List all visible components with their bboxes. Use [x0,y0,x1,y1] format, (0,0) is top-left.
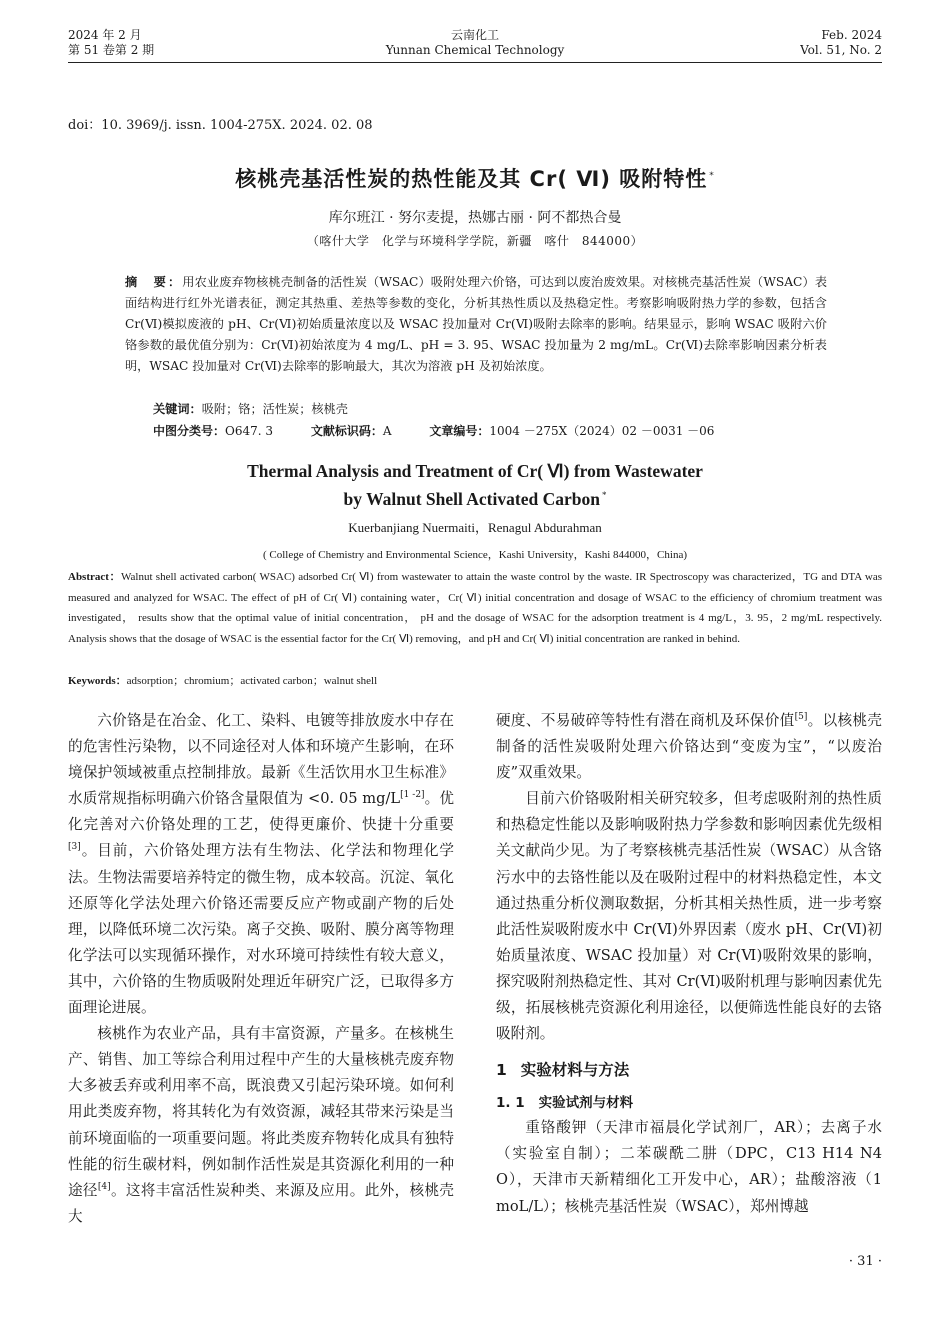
article-number-value: 1004 －275X（2024）02 －0031 －06 [489,424,715,438]
paragraph-text: 核桃作为农业产品，具有丰富资源，产量多。在核桃生产、销售、加工等综合利用过程中产生的大量核桃壳废弃物大多被丢弃或利用率不高，既浪费又引起污染环境。如何利用此类废弃物，将其转化为有效资源，减轻其带来污染是当前环境面临的一项重要问题。将此类废弃物转化成具有独特性能的衍生碳材料，例如制作活性炭是其资源化利用的一种途径 [68,1025,454,1199]
citation-link[interactable]: [4] [97,1181,111,1192]
section-number: 1 [496,1061,507,1080]
journal-name-en: Yunnan Chemical Technology [385,43,565,57]
paragraph-text: 。优化完善对六价铬处理的工艺，使得更廉价、快捷十分重要 [68,790,454,834]
keywords-en [68,672,377,688]
clc-number [153,424,273,438]
title-cn-text: 核桃壳基活性炭的热性能及其 Cr( Ⅵ) 吸附特性 [235,167,708,191]
title-en-line2: by Walnut Shell Activated Carbon [343,488,600,509]
header-volume-cn: 第 51 卷第 2 期 [68,43,155,57]
body-column-left [68,708,454,1230]
section-title: 实验材料与方法 [520,1061,630,1080]
header-date-cn: 2024 年 2 月 [68,28,142,42]
body-paragraph [68,1021,454,1230]
article-number [429,424,714,438]
page-title-cn [0,163,950,193]
citation-link[interactable]: [3] [68,842,81,853]
header-volume-en: Vol. 51, No. 2 [800,43,882,57]
title-cn-footnote-mark[interactable]: * [709,171,715,181]
doi[interactable]: doi：10. 3969/j. issn. 1004-275X. 2024. 02. 08 [68,118,373,133]
authors-en: Kuerbanjiang Nuermaiti，Renagul Abdurahman [348,520,602,535]
title-en-footnote-mark[interactable]: * [601,490,607,500]
subsection-number: 1. 1 [496,1095,525,1112]
abstract-en [68,567,882,649]
body-paragraph [68,708,454,1021]
keywords-en-text: adsorption；chromium；activated carbon；walnut shell [126,675,378,687]
document-code [311,424,392,438]
keywords-cn [153,400,348,417]
classification-line [153,422,748,439]
abstract-en-text: Walnut shell activated carbon( WSAC) adsorbed Cr( Ⅵ) from wastewater to attain the waste control by the waste. IR Spectroscopy was characterized，TG and DTA was measured and analyzed for WSAC. The effect of pH of Cr( Ⅵ) containing water，Cr( Ⅵ) initial concentration and dosage of WSAC to the efficiency of chromium treatment was investigated， results show that the optimal value of initial concentration， pH and the dosage of WSAC for the adsorption treatment is 4 mg/L，3. 95，2 mg/mL respectively. Analysis shows that the dosage of WSAC is the essential factor for the Cr( Ⅵ) removing，and pH and Cr( Ⅵ) initial concentration are ranked in behind. [68,571,882,645]
journal-name-cn: 云南化工 [450,28,499,42]
page-number: · 31 · [848,1254,882,1269]
abstract-cn [125,272,827,377]
abstract-cn-text: 用农业废弃物核桃壳制备的活性炭（WSAC）吸附处理六价铬，可达到以废治废效果。对核桃壳基活性炭（WSAC）表面结构进行红外光谱表征，测定其热重、差热等参数的变化，分析其热性质以及热稳定性。考察影响吸附热力学的参数，包括含 Cr(Ⅵ)模拟废液的 pH、Cr(Ⅵ)初始质量浓度以及 WSAC 投加量对 Cr(Ⅵ)吸附去除率的影响。结果显示，影响 WSAC 吸附六价铬参数的最优值分别为：Cr(Ⅵ)初始浓度为 4 mg/L、pH = 3. 95、WSAC 投加量为 2 mg/mL。Cr(Ⅵ)去除率影响因素分析表明，WSAC 投加量对 Cr(Ⅵ)去除率的影响最大，其次为溶液 pH 及初始浓度。 [125,275,828,373]
body-paragraph [496,708,882,786]
page-title-en [0,459,950,511]
body-paragraph: 重铬酸钾（天津市福晨化学试剂厂，AR）；去离子水（实验室自制）；二苯碳酰二肼（DPC，C13 H14 N4 O），天津市天新精细化工开发中心，AR）；盐酸溶液（1 moL/L）；核桃壳基活性炭（WSAC），郑州博越 [496,1119,882,1215]
citation-link[interactable]: [5] [794,712,808,723]
title-en-line2-wrap [0,483,950,511]
keywords-cn-text: 吸附；铬；活性炭；核桃壳 [201,402,348,416]
paragraph-text: 六价铬是在冶金、化工、染料、电镀等排放废水中存在的危害性污染物，以不同途径对人体和环境产生影响，在环境保护领域被重点控制排放。最新《生活饮用水卫生标准》水质常规指标明确六价铬含量限值为 <0. 05 mg/L [68,712,454,808]
clc-label: 中图分类号： [153,424,226,438]
title-en-line1: Thermal Analysis and Treatment of Cr( Ⅵ) from Wastewater [247,461,703,481]
body-paragraph: 目前六价铬吸附相关研究较多，但考虑吸附剂的热性质和热稳定性能以及影响吸附热力学参数和影响因素优先级相关文献尚少见。为了考察核桃壳基活性炭（WSAC）从含铬污水中的去铬性能以及在吸附过程中的材料热稳定性，本文通过热重分析仪测取数据，分析其相关热性质，进一步考察此活性炭吸附废水中 Cr(Ⅵ)外界因素（废水 pH、Cr(Ⅵ)初始质量浓度、WSAC 投加量）对 Cr(Ⅵ)吸附效果的影响，探究吸附剂热稳定性、其对 Cr(Ⅵ)吸附机理与影响因素优先级，拓展核桃壳资源化利用途径，以便筛选性能良好的去铬吸附剂。 [496,790,882,1043]
header-rule [68,62,882,63]
doc-code-label: 文献标识码： [310,424,383,438]
affiliation-en: ( College of Chemistry and Environmental Science，Kashi University，Kashi 844000，China) [262,549,688,561]
clc-value: O647. 3 [225,424,274,438]
subsection-title: 实验试剂与材料 [538,1095,634,1112]
header-right [800,28,882,58]
keywords-en-label: Keywords： [68,675,127,687]
affiliation-cn: （喀什大学 化学与环境科学学院，新疆 喀什 844000） [306,234,644,248]
paragraph-text: 。目前，六价铬处理方法有生物法、化学法和物理化学法。生物法需要培养特定的微生物，成本较高。沉淀、氧化还原等化学法处理六价铬还需要反应产物或副产物的后处理，以降低环境二次污染。离子交换、吸附、膜分离等物理化学法可以实现循环操作，对水环境可持续性有较大意义，其中，六价铬的生物质吸附处理近年研究广泛，已取得多方面理论进展。 [68,842,454,1017]
subsection-heading [496,1091,882,1115]
body-column-right [496,708,882,1220]
paragraph-text: 。以核桃壳制备的活性炭吸附处理六价铬达到“变废为宝”，“以废治废”双重效果。 [496,712,882,782]
header-date-en: Feb. 2024 [821,28,882,42]
paragraph-text: 硬度、不易破碎等特性有潜在商机及环保价值 [496,712,795,729]
authors-cn: 库尔班江 · 努尔麦提，热娜古丽 · 阿不都热合曼 [328,210,622,226]
keywords-cn-label: 关键词： [153,402,202,416]
paragraph-text: 。这将丰富活性炭种类、来源及应用。此外，核桃壳大 [68,1181,454,1225]
article-number-label: 文章编号： [429,424,490,438]
abstract-cn-label: 摘 要： [125,275,183,289]
citation-link[interactable]: [1 -2] [400,790,425,801]
doc-code-value: A [382,424,392,438]
section-heading [496,1057,882,1083]
abstract-en-label: Abstract： [68,571,122,583]
